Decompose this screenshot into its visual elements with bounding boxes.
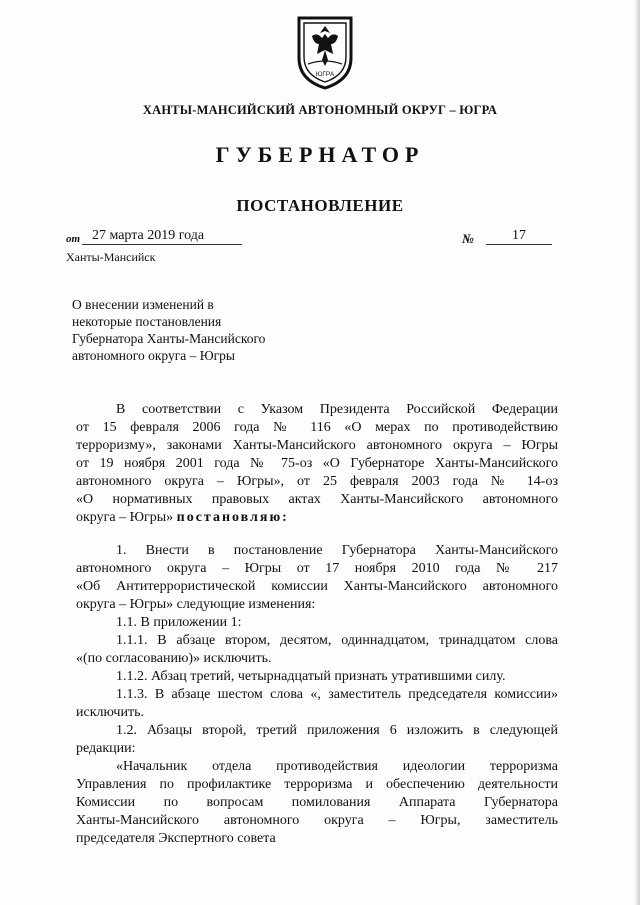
body-line: председателя Экспертного совета <box>76 831 276 846</box>
date-prefix: от <box>66 233 81 245</box>
subject-line: некоторые постановления <box>72 314 222 329</box>
body-line: Ханты-Мансийского автономного округа – Югры, заместитель <box>76 813 558 828</box>
body-line: «Начальник отдела противодействия идеологии терроризма <box>116 759 558 774</box>
preamble <box>76 401 558 527</box>
svg-text:ЮГРА: ЮГРА <box>315 71 335 78</box>
body-line: исключить. <box>76 705 144 720</box>
body-line: терроризму», законами Ханты-Мансийского автономного округа – Югры <box>76 438 558 453</box>
body-line <box>76 509 558 527</box>
preamble-last-line: округа – Югры» <box>76 510 174 525</box>
scan-edge-shadow <box>634 0 640 905</box>
body-line: 1.2. Абзацы второй, третий приложения 6 изложить в следующей <box>116 723 558 738</box>
body-line: В соответствии с Указом Президента Российской Федерации <box>116 402 558 417</box>
region-title: ХАНТЫ-МАНСИЙСКИЙ АВТОНОМНЫЙ ОКРУГ – ЮГРА <box>142 103 498 117</box>
body-line: 1.1. В приложении 1: <box>116 615 242 630</box>
decree-subject <box>72 296 265 364</box>
decree-date-field <box>82 228 242 245</box>
subject-line: О внесении изменений в <box>72 297 214 312</box>
body-line: Комиссии по вопросам помилования Аппарата Губернатора <box>76 795 558 810</box>
decree-date: 27 марта 2019 года <box>91 228 205 243</box>
decree-word: постановляю: <box>176 510 289 525</box>
body-line: «Об Антитеррористической комиссии Ханты-Мансийского автономного <box>76 579 558 594</box>
body-line: «О нормативных правовых актах Ханты-Мансийского автономного <box>76 492 558 507</box>
decree-number: 17 <box>486 228 552 245</box>
body-line: 1.1.2. Абзац третий, четырнадцатый признать утратившими силу. <box>116 669 506 684</box>
body-line: от 19 ноября 2001 года № 75-оз «О Губернаторе Ханты-Мансийского <box>76 456 558 471</box>
body-line: «(по согласованию)» исключить. <box>76 651 272 666</box>
city-name: Ханты-Мансийск <box>66 250 156 264</box>
number-sign: № <box>462 231 474 246</box>
body-line: автономного округа – Югры от 17 ноября 2010 года № 217 <box>76 561 558 576</box>
body-line: 1.1.3. В абзаце шестом слова «, заместитель председателя комиссии» <box>116 687 558 702</box>
body-line: редакции: <box>76 741 136 756</box>
subject-line: автономного округа – Югры <box>72 348 235 363</box>
decree-items <box>76 542 558 848</box>
body-line: округа – Югры» следующие изменения: <box>76 597 316 612</box>
body-line: от 15 февраля 2006 года № 116 «О мерах по противодействию <box>76 420 558 435</box>
body-line: Управления по профилактике терроризма и обеспечению деятельности <box>76 777 558 792</box>
body-line: автономного округа – Югры», от 25 февраля 2003 года № 14-оз <box>76 474 558 489</box>
coat-of-arms-emblem <box>295 14 355 90</box>
body-line: 1. Внести в постановление Губернатора Ханты-Мансийского <box>116 543 558 558</box>
subject-line: Губернатора Ханты-Мансийского <box>72 331 266 346</box>
body-line: 1.1.1. В абзаце втором, десятом, одиннадцатом, тринадцатом слова <box>116 633 558 648</box>
governor-heading: ГУБЕРНАТОР <box>215 142 425 167</box>
decree-heading: ПОСТАНОВЛЕНИЕ <box>236 196 404 215</box>
